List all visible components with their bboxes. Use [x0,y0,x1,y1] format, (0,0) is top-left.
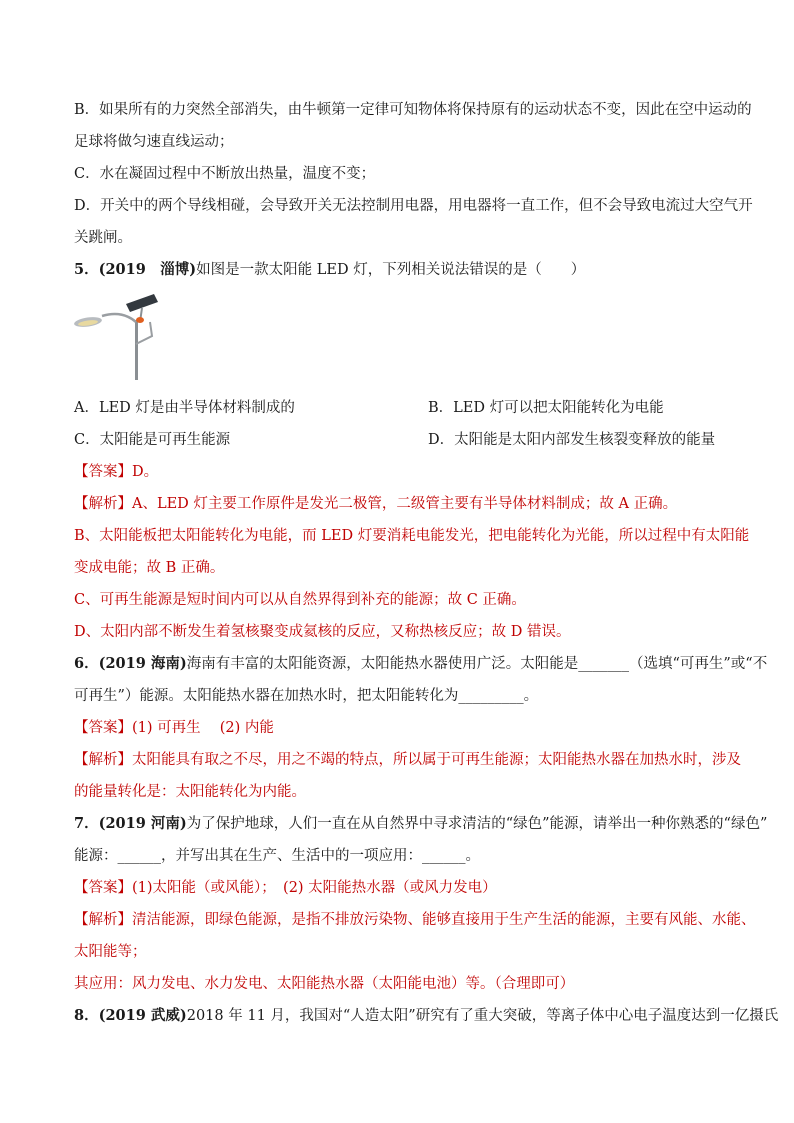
q5-number: 5．(2019 淄博) [74,261,197,278]
q7-explanation-3: 其应用：风力发电、水力发电、太阳能热水器（太阳能电池）等。（合理即可） [74,976,575,992]
q5-answer: 【答案】D。 [74,464,159,480]
q5-option-c: C．太阳能是可再生能源 [74,432,231,448]
q5-text: 如图是一款太阳能 LED 灯，下列相关说法错误的是（ ） [196,262,586,278]
q4-option-c: C．水在凝固过程中不断放出热量，温度不变； [74,166,376,182]
q6-stem-line1 [74,654,767,674]
q7-stem-line1 [74,814,767,834]
q4-option-b-line1: B．如果所有的力突然全部消失，由牛顿第一定律可知物体将保持原有的运动状态不变，因此在空中运动的 [74,102,752,118]
q5-explanation-4: C、可再生能源是短时间内可以从自然界得到补充的能源；故 C 正确。 [74,592,526,608]
q7-stem-line2: 能源：______，并写出其在生产、生活中的一项应用：______。 [74,848,480,864]
q6-number: 6．(2019 海南) [74,655,187,672]
q5-explanation-3: 变成电能；故 B 正确。 [74,560,225,576]
q6-explanation-1: 【解析】太阳能具有取之不尽，用之不竭的特点，所以属于可再生能源；太阳能热水器在加热水时，涉及 [74,752,741,768]
q7-number: 7．(2019 河南) [74,815,187,832]
q6-text1: 海南有丰富的太阳能资源，太阳能热水器使用广泛。太阳能是_______（选填“可再生”或“不 [186,656,768,672]
q8-text1: 2018 年 11 月，我国对“人造太阳”研究有了重大突破，等离子体中心电子温度达到一亿摄氏 [186,1008,779,1024]
q5-stem [74,260,585,280]
q5-explanation-2: B、太阳能板把太阳能转化为电能，而 LED 灯要消耗电能发光，把电能转化为光能，所以过程中有太阳能 [74,528,750,544]
q5-option-b: B．LED 灯可以把太阳能转化为电能 [428,400,664,416]
q6-explanation-2: 的能量转化是：太阳能转化为内能。 [74,784,306,800]
q7-explanation-2: 太阳能等； [74,944,147,960]
q7-text1: 为了保护地球，人们一直在从自然界中寻求清洁的“绿色”能源，请举出一种你熟悉的“绿色” [186,816,768,832]
q5-explanation-1: 【解析】A、LED 灯主要工作原件是发光二极管，二级管主要有半导体材料制成；故 A 正确。 [74,496,678,512]
q4-option-d-line2: 关跳闸。 [74,230,132,246]
q8-stem-line1 [74,1006,778,1026]
q5-option-d: D．太阳能是太阳内部发生核裂变释放的能量 [428,432,716,448]
q8-number: 8．(2019 武威) [74,1007,187,1024]
solar-led-streetlight-image [74,292,164,382]
q6-stem-line2: 可再生”）能源。太阳能热水器在加热水时，把太阳能转化为_________。 [74,688,539,704]
q7-answer: 【答案】(1)太阳能（或风能）； (2) 太阳能热水器（或风力发电） [74,880,497,896]
q6-answer: 【答案】(1) 可再生 (2) 内能 [74,720,274,736]
q4-option-d-line1: D．开关中的两个导线相碰，会导致开关无法控制用电器，用电器将一直工作，但不会导致电流过大空气开 [74,198,753,214]
q5-explanation-5: D、太阳内部不断发生着氢核聚变成氦核的反应，又称热核反应；故 D 错误。 [74,624,571,640]
q5-option-a: A．LED 灯是由半导体材料制成的 [74,400,295,416]
q4-option-b-line2: 足球将做匀速直线运动； [74,134,234,150]
q7-explanation-1: 【解析】清洁能源，即绿色能源，是指不排放污染物、能够直接用于生产生活的能源，主要有风能、水能、 [74,912,756,928]
